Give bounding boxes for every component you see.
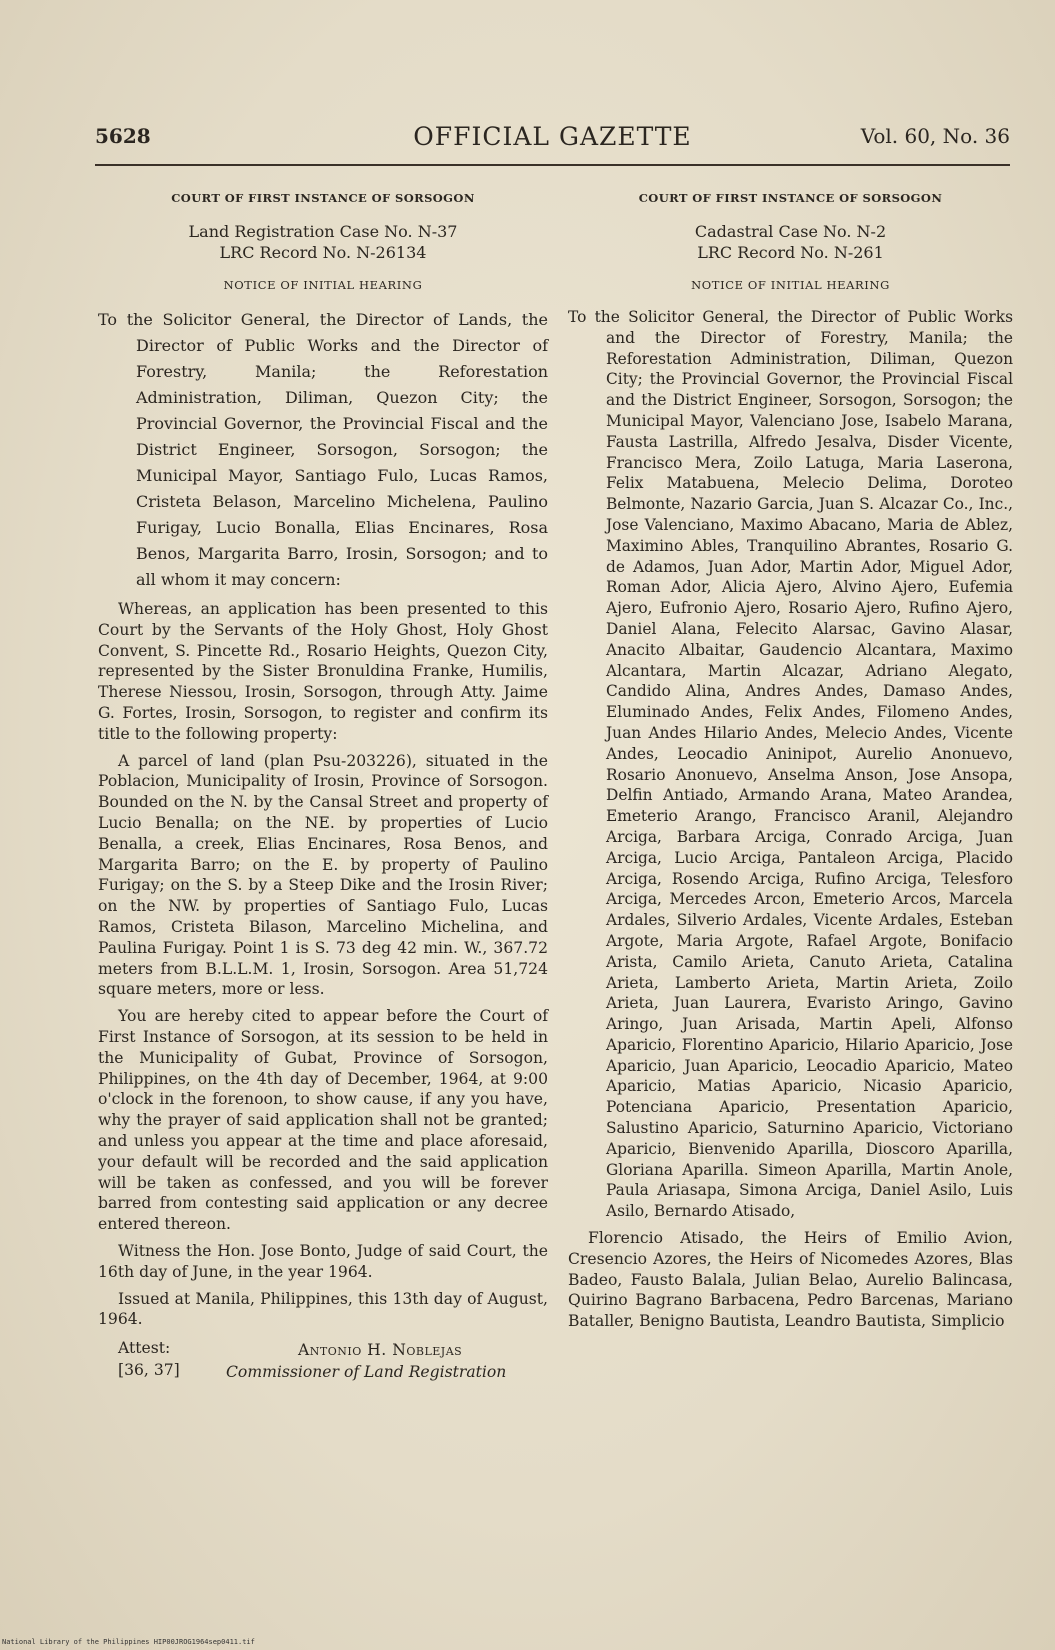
addressees: To the Solicitor General, the Director of Lands, the Director of Public Works and the Director of Forestry, Manila; the Reforestation Administration, Diliman, Quezon City; the Provincial Governor, the Provincial Fiscal and the District Engineer, Sorsogon, Sorsogon; the Municipal Mayor, Santiago Fulo, Lucas Ramos, Cristeta Belason, Marcelino Michelena, Paulino Furigay, Lucio Bonalla, Elias Encinares, Rosa Benos, Margarita Barro, Irosin, Sorsogon; and to all whom it may concern:	[98, 310, 548, 589]
paragraph-property: A parcel of land (plan Psu-203226), situated in the Poblacion, Municipality of Irosin, Province of Sorsogon. Bounded on the N. by the Cansal Street and property of Lucio Benalla; on the NE. by properties of Lucio Benalla, a creek, Elias Encinares, Rosa Benos, and Margarita Barro; on the E. by property of Paulino Furigay; on the S. by a Steep Dike and the Irosin River; on the NW. by properties of Santiago Fulo, Lucas Ramos, Cristeta Bilason, Marcelino Michelina, and Paulina Furigay. Point 1 is S. 73 deg 42 min. W., 367.72 meters from B.L.L.M. 1, Irosin, Sorsogon. Area 51,724 square meters, more or less.	[98, 751, 548, 999]
header-rule	[95, 164, 1010, 166]
paragraph-citation: You are hereby cited to appear before the Court of First Instance of Sorsogon, at its session to be held in the Municipality of Gubat, Province of Sorsogon, Philippines, on the 4th day of December, 1964, at 9:00 o'clock in the forenoon, to show cause, if any you have, why the prayer of said application shall not be granted; and unless you appear at the time and place aforesaid, your default will be recorded and the said application will be taken as confessed, and you will be forever barred from contesting said application or any decree entered thereon.	[98, 1007, 548, 1234]
signer-title: Commissioner of Land Registration	[226, 1363, 507, 1382]
paragraph-issued: Issued at Manila, Philippines, this 13th day of August, 1964.	[98, 1289, 548, 1329]
volume-number: Vol. 60, No. 36	[860, 124, 1010, 148]
record-number: LRC Record No. N-261	[697, 243, 884, 262]
court-heading: COURT OF FIRST INSTANCE OF SORSOGON	[171, 191, 475, 205]
case-number: Land Registration Case No. N-37	[188, 222, 458, 241]
notice-heading: NOTICE OF INITIAL HEARING	[223, 278, 423, 292]
page-number: 5628	[95, 124, 151, 148]
case-number: Cadastral Case No. N-2	[694, 222, 887, 241]
publication-title: OFFICIAL GAZETTE	[413, 122, 692, 151]
left-column	[98, 188, 548, 1398]
signature-block	[98, 1338, 548, 1398]
attest-label: Attest:	[118, 1339, 171, 1358]
paragraph-continuation: Florencio Atisado, the Heirs of Emilio Avion, Cresencio Azores, the Heirs of Nicomedes Azores, Blas Badeo, Fausto Balala, Julian Belao, Aurelio Balincasa, Quirino Bagrano Barbacena, Pedro Barcenas, Mariano Bataller, Benigno Bautista, Leandro Bautista, Simplicio	[568, 1229, 1013, 1331]
addressees: To the Solicitor General, the Director of Public Works and the Director of Forestry, Manila; the Reforestation Administration, Diliman, Quezon City; the Provincial Governor, the Provincial Fiscal and the District Engineer, Sorsogon, Sorsogon; the Municipal Mayor, Valenciano Jose, Isabelo Marana, Fausta Lastrilla, Alfredo Jesalva, Disder Vicente, Francisco Mera, Zoilo Latuga, Maria Laserona, Felix Matabuena, Melecio Delima, Doroteo Belmonte, Nazario Garcia, Juan S. Alcazar Co., Inc., Jose Valenciano, Maximo Abacano, Maria de Ablez, Maximino Ables, Tranquilino Abrantes, Rosario G. de Adamos, Juan Ador, Martin Ador, Miguel Ador, Roman Ador, Alicia Ajero, Alvino Ajero, Eufemia Ajero, Eufronio Ajero, Rosario Ajero, Rufino Ajero, Daniel Alana, Felecito Alarsac, Gavino Alasar, Anacito Albaitar, Gaudencio Alcantara, Maximo Alcantara, Martin Alcazar, Adriano Alegato, Candido Alina, Andres Andes, Damaso Andes, Eluminado Andes, Felix Andes, Filomeno Andes, Juan Andes Hilario Andes, Melecio Andes, Vicente Andes, Leocadio Aninipot, Aurelio Anonuevo, Rosario Anonuevo, Anselma Anson, Jose Ansopa, Delfin Antiado, Armando Arana, Mateo Arandea, Emeterio Arango, Francisco Aranil, Alejandro Arciga, Barbara Arciga, Conrado Arciga, Juan Arciga, Lucio Arciga, Pantaleon Arciga, Placido Arciga, Rosendo Arciga, Rufino Arciga, Telesforo Arciga, Mercedes Arcon, Emeterio Arcos, Marcela Ardales, Silverio Ardales, Vicente Ardales, Esteban Argote, Maria Argote, Rafael Argote, Bonifacio Arista, Camilo Arieta, Canuto Arieta, Catalina Arieta, Lamberto Arieta, Martin Arieta, Zoilo Arieta, Juan Laurera, Evaristo Aringo, Gavino Aringo, Juan Arisada, Martin Apeli, Alfonso Aparicio, Florentino Aparicio, Hilario Aparicio, Jose Aparicio, Juan Aparicio, Leocadio Aparicio, Mateo Aparicio, Matias Aparicio, Nicasio Aparicio, Potenciana Aparicio, Presentation Aparicio, Salustino Aparicio, Saturnino Aparicio, Victoriano Aparicio, Bienvenido Aparilla, Dioscoro Aparilla, Gloriana Aparilla. Simeon Aparilla, Martin Anole, Paula Ariasapa, Simona Arciga, Daniel Asilo, Luis Asilo, Bernardo Atisado,	[568, 308, 1013, 1221]
issue-reference: [36, 37]	[118, 1361, 180, 1380]
paragraph-application: Whereas, an application has been presented to this Court by the Servants of the Holy Ghost, Holy Ghost Convent, S. Pincette Rd., Rosario Heights, Quezon City, represented by the Sister Bronuldina Franke, Humilis, Therese Niessou, Irosin, Sorsogon, through Atty. Jaime G. Fortes, Irosin, Sorsogon, to register and confirm its title to the following property:	[98, 600, 548, 743]
record-number: LRC Record No. N-26134	[219, 243, 427, 262]
right-column	[568, 188, 1013, 1332]
paragraph-witness: Witness the Hon. Jose Bonto, Judge of said Court, the 16th day of June, in the year 1964.	[98, 1241, 548, 1281]
court-heading: COURT OF FIRST INSTANCE OF SORSOGON	[638, 191, 943, 205]
notice-heading: NOTICE OF INITIAL HEARING	[691, 278, 890, 292]
signer-name: Antonio H. Noblejas	[298, 1341, 463, 1360]
page-header	[95, 124, 1010, 160]
scan-footer: National Library of the Philippines HIP00JROG1964sep0411.tif	[2, 1638, 255, 1646]
